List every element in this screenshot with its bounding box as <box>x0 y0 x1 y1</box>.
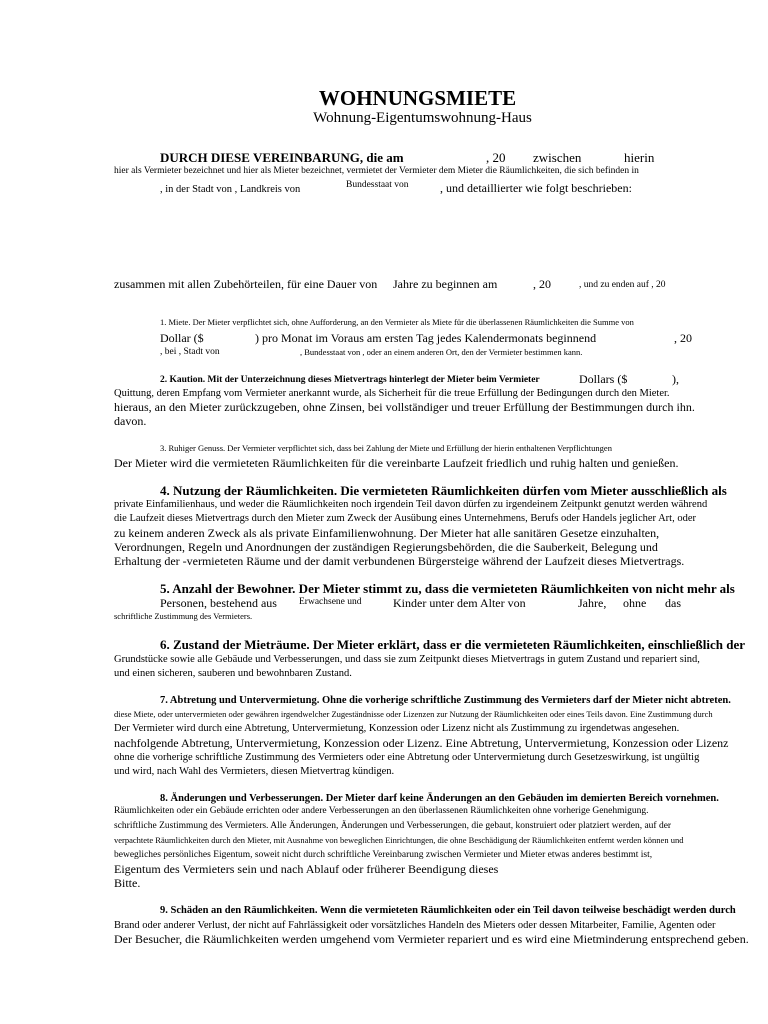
intro-state: Bundesstaat von <box>346 180 409 190</box>
occupants-the: das <box>665 596 681 610</box>
condition-line-3: und einen sicheren, sauberen und bewohnbaren Zustand. <box>114 668 352 679</box>
alterations-line-2: Räumlichkeiten oder ein Gebäude errichten oder andere Verbesserungen an den überlassenen Räumlichkeiten ohne vorherige Genehmigung. <box>114 806 649 816</box>
intro-between: zwischen <box>533 150 582 165</box>
assignment-line-6: und wird, nach Wahl des Vermieters, diesen Mietvertrag kündigen. <box>114 766 395 777</box>
occupants-adults: Erwachsene und <box>299 597 362 607</box>
intro-herein: hierin <box>624 150 655 165</box>
condition-line-2: Grundstücke sowie alle Gebäude und Verbesserungen, und dass sie zum Zeitpunkt dieses Mietvertrags in gutem Zustand und repariert sind, <box>114 654 700 665</box>
intro-description: , und detaillierter wie folgt beschrieben: <box>440 181 632 195</box>
use-heading: 4. Nutzung der Räumlichkeiten. Die vermieteten Räumlichkeiten dürfen vom Mieter ausschließlich als <box>160 483 727 498</box>
term-end: , und zu enden auf , 20 <box>579 280 666 290</box>
rent-state: , Bundesstaat von , oder an einem anderen Ort, den der Vermieter bestimmen kann. <box>300 347 583 357</box>
occupants-years: Jahre, <box>578 596 607 610</box>
alterations-line-7: Bitte. <box>114 876 141 890</box>
quiet-line-2: Der Mieter wird die vermieteten Räumlichkeiten für die vereinbarte Laufzeit friedlich und ruhig halten und genießen. <box>114 456 679 470</box>
assignment-line-5: ohne die vorherige schriftliche Zustimmung des Vermieters oder eine Abtretung oder Untervermietung durch Gesetzeswirkung, ist ungültig <box>114 752 700 763</box>
alterations-line-6: Eigentum des Vermieters sein und nach Ablauf oder früherer Beendigung dieses <box>114 862 499 876</box>
term-duration: zusammen mit allen Zubehörteilen, für eine Dauer von <box>114 277 378 291</box>
use-line-4: zu keinem anderen Zweck als als private Einfamilienwohnung. Der Mieter hat alle sanitären Gesetze einzuhalten, <box>114 526 660 540</box>
damage-line-3: Der Besucher, die Räumlichkeiten werden umgehend vom Vermieter repariert und es wird eine Mietminderung entsprechend geben. <box>114 932 749 946</box>
document-subtitle: Wohnung-Eigentumswohnung-Haus <box>313 110 532 126</box>
use-line-6: Erhaltung der -vermieteten Räume und der damit verbundenen Bürgersteige während der Laufzeit dieses Mietvertrags. <box>114 554 685 568</box>
assignment-line-4: nachfolgende Abtretung, Untervermietung, Konzession oder Lizenz. Eine Abtretung, Untervermietung, Konzession oder Lizenz <box>114 736 729 750</box>
intro-line-2: hier als Vermieter bezeichnet und hier als Mieter bezeichnet, vermietet der Vermieter dem Mieter die Räumlichkeiten, die sich befinden in <box>114 166 639 176</box>
alterations-line-3: schriftliche Zustimmung des Vermieters. Alle Änderungen, Änderungen und Verbesserungen, die gebaut, konstruiert oder platziert werden, auf der <box>114 821 672 831</box>
use-line-2: private Einfamilienhaus, und weder die Räumlichkeiten noch irgendein Teil davon dürfen zu irgendeinem Zeitpunkt genutzt werden während <box>114 499 708 510</box>
use-line-5: Verordnungen, Regeln und Anordnungen der zuständigen Regierungsbehörden, die die Sauberkeit, Belegung und <box>114 540 658 554</box>
alterations-line-5: bewegliches persönliches Eigentum, soweit nicht durch schriftliche Vereinbarung zwischen Vermieter und Mieter etwas anderes bestimmt ist, <box>114 850 653 860</box>
quiet-line-1: 3. Ruhiger Genuss. Der Vermieter verpflichtet sich, dass bei Zahlung der Miete und Erfüllung der hierin enthaltenen Verpflichtungen <box>160 443 612 453</box>
alterations-heading: 8. Änderungen und Verbesserungen. Der Mieter darf keine Änderungen an den Gebäuden im demierten Bereich vornehmen. <box>160 793 719 804</box>
occupants-heading: 5. Anzahl der Bewohner. Der Mieter stimmt zu, dass die vermieteten Räumlichkeiten von nicht mehr als <box>160 581 735 596</box>
assignment-line-3: Der Vermieter wird durch eine Abtretung, Untervermietung, Konzession oder Lizenz nicht als Zustimmung zu irgendetwas angesehen. <box>114 723 680 734</box>
occupants-persons: Personen, bestehend aus <box>160 596 277 610</box>
rent-city: , bei , Stadt von <box>160 347 220 357</box>
damage-line-2: Brand oder anderer Verlust, der nicht auf Fahrlässigkeit oder vorsätzliches Handeln des Mieters oder dessen Mitarbeiter, Familie, Agenten oder <box>114 920 716 931</box>
deposit-line-3: hieraus, an den Mieter zurückzugeben, ohne Zinsen, bei vollständiger und treuer Erfüllung der Bestimmungen durch ihn. <box>114 400 695 414</box>
deposit-close: ), <box>672 372 679 386</box>
rent-line-1: 1. Miete. Der Mieter verpflichtet sich, ohne Aufforderung, an den Vermieter als Miete für die überlassenen Räumlichkeiten die Summe von <box>160 317 634 327</box>
document-title: WOHNUNGSMIETE <box>318 86 517 110</box>
damage-heading: 9. Schäden an den Räumlichkeiten. Wenn die vermieteten Räumlichkeiten oder ein Teil davon teilweise beschädigt werden durch <box>160 905 736 916</box>
deposit-line-2: Quittung, deren Empfang vom Vermieter anerkannt wurde, als Sicherheit für die treue Erfüllung der Bedingungen durch den Mieter. <box>114 388 670 399</box>
rent-per-month: ) pro Monat im Voraus am ersten Tag jedes Kalendermonats beginnend <box>255 331 597 345</box>
use-line-3: die Laufzeit dieses Mietvertrags durch den Mieter zum Zweck der Ausübung eines Unternehmens, Berufs oder Handels jeglicher Art, oder <box>114 513 696 524</box>
rent-year: , 20 <box>674 331 692 345</box>
deposit-dollars: Dollars ($ <box>579 372 628 386</box>
occupants-line-3: schriftliche Zustimmung des Vermieters. <box>114 611 253 621</box>
rent-dollar: Dollar ($ <box>160 331 204 345</box>
deposit-line-4: davon. <box>114 414 147 428</box>
occupants-without: ohne <box>623 596 647 610</box>
intro-year: , 20 <box>486 150 506 165</box>
assignment-heading: 7. Abtretung und Untervermietung. Ohne die vorherige schriftliche Zustimmung des Vermieters darf der Mieter nicht abtreten. <box>160 695 731 706</box>
assignment-line-2: diese Miete, oder untervermieten oder gewähren irgendwelcher Zugeständnisse oder Lizenzen zur Nutzung der Räumlichkeiten oder eines Teils davon. Eine Zustimmung durch <box>114 709 713 719</box>
intro-city: , in der Stadt von , Landkreis von <box>160 184 301 195</box>
occupants-children: Kinder unter dem Alter von <box>393 596 526 610</box>
deposit-heading: 2. Kaution. Mit der Unterzeichnung dieses Mietvertrags hinterlegt der Mieter beim Vermieter <box>160 375 540 385</box>
condition-heading: 6. Zustand der Mieträume. Der Mieter erklärt, dass er die vermieteten Räumlichkeiten, einschließlich der <box>160 637 746 652</box>
term-start: Jahre zu beginnen am <box>393 277 498 291</box>
alterations-line-4: verpachtete Räumlichkeiten durch den Mieter, mit Ausnahme von beweglichen Einrichtungen, die ohne Beschädigung der Räumlichkeiten entfernt werden können und <box>114 835 684 845</box>
term-start-year: , 20 <box>533 277 551 291</box>
intro-heading: DURCH DIESE VEREINBARUNG, die am <box>160 150 404 165</box>
